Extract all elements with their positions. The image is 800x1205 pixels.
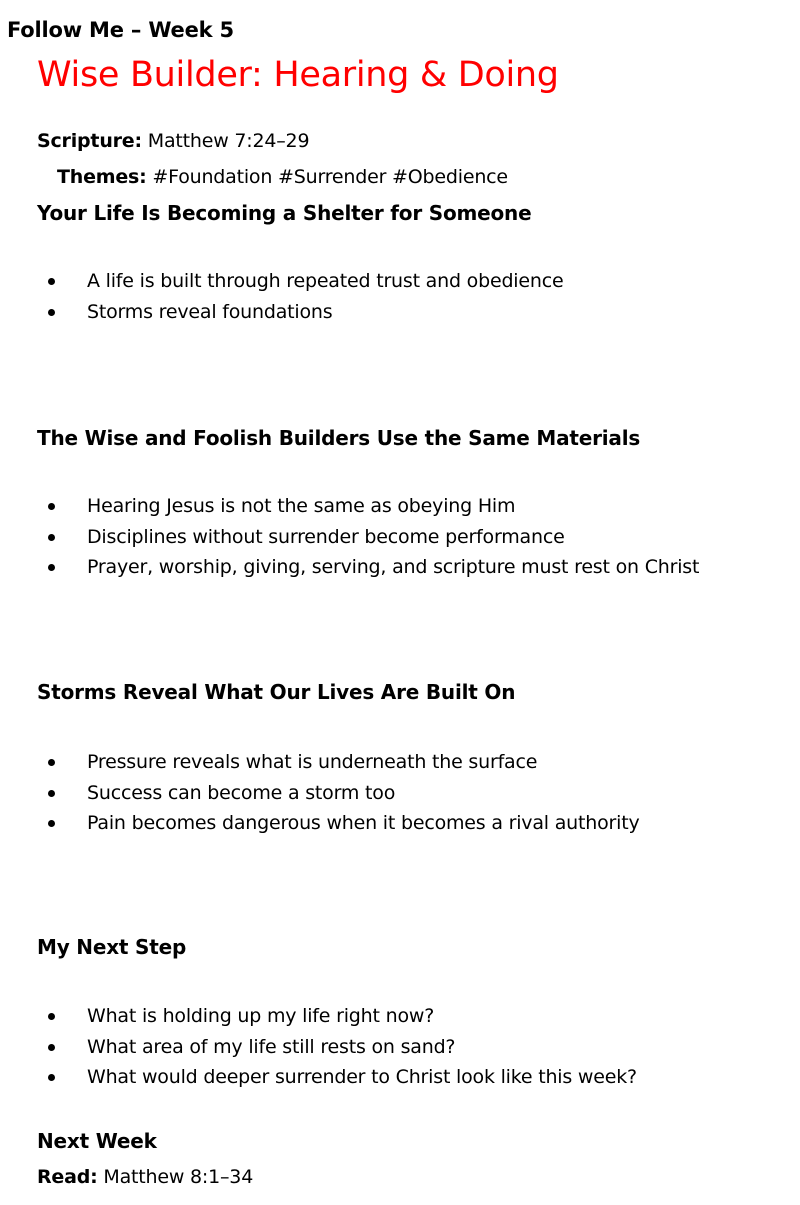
list-item: What would deeper surrender to Christ look like this week? bbox=[0, 1062, 637, 1093]
series-title: Follow Me – Week 5 bbox=[7, 18, 234, 42]
read-value: Matthew 8:1–34 bbox=[97, 1166, 254, 1188]
list-item: Pain becomes dangerous when it becomes a rival authority bbox=[0, 808, 640, 839]
page-title: Wise Builder: Hearing & Doing bbox=[37, 55, 559, 95]
list-item: What is holding up my life right now? bbox=[0, 1001, 637, 1032]
section-heading-shelter: Your Life Is Becoming a Shelter for Someone bbox=[37, 201, 532, 225]
list-item: Success can become a storm too bbox=[0, 778, 640, 809]
bullet-list-storms bbox=[0, 747, 640, 839]
list-item: Storms reveal foundations bbox=[0, 297, 563, 328]
themes-value: #Foundation #Surrender #Obedience bbox=[146, 166, 508, 188]
bullet-list-shelter bbox=[0, 266, 563, 327]
section-heading-storms: Storms Reveal What Our Lives Are Built On bbox=[37, 680, 516, 704]
section-heading-next-step: My Next Step bbox=[37, 935, 187, 959]
list-item: Disciplines without surrender become performance bbox=[0, 522, 699, 553]
themes-label: Themes: bbox=[57, 166, 147, 188]
bullet-list-builders bbox=[0, 491, 699, 583]
next-week-read-line bbox=[37, 1164, 253, 1190]
list-item: A life is built through repeated trust and obedience bbox=[0, 266, 563, 297]
list-item: Hearing Jesus is not the same as obeying Him bbox=[0, 491, 699, 522]
scripture-label: Scripture: bbox=[37, 130, 142, 152]
scripture-line bbox=[37, 128, 309, 154]
list-item: Prayer, worship, giving, serving, and scripture must rest on Christ bbox=[0, 552, 699, 583]
bullet-list-next-step bbox=[0, 1001, 637, 1093]
read-label: Read: bbox=[37, 1166, 98, 1188]
list-item: Pressure reveals what is underneath the surface bbox=[0, 747, 640, 778]
next-week-heading: Next Week bbox=[37, 1129, 157, 1153]
list-item: What area of my life still rests on sand? bbox=[0, 1032, 637, 1063]
themes-line bbox=[57, 164, 508, 190]
scripture-value: Matthew 7:24–29 bbox=[141, 130, 310, 152]
section-heading-builders: The Wise and Foolish Builders Use the Same Materials bbox=[37, 426, 641, 450]
